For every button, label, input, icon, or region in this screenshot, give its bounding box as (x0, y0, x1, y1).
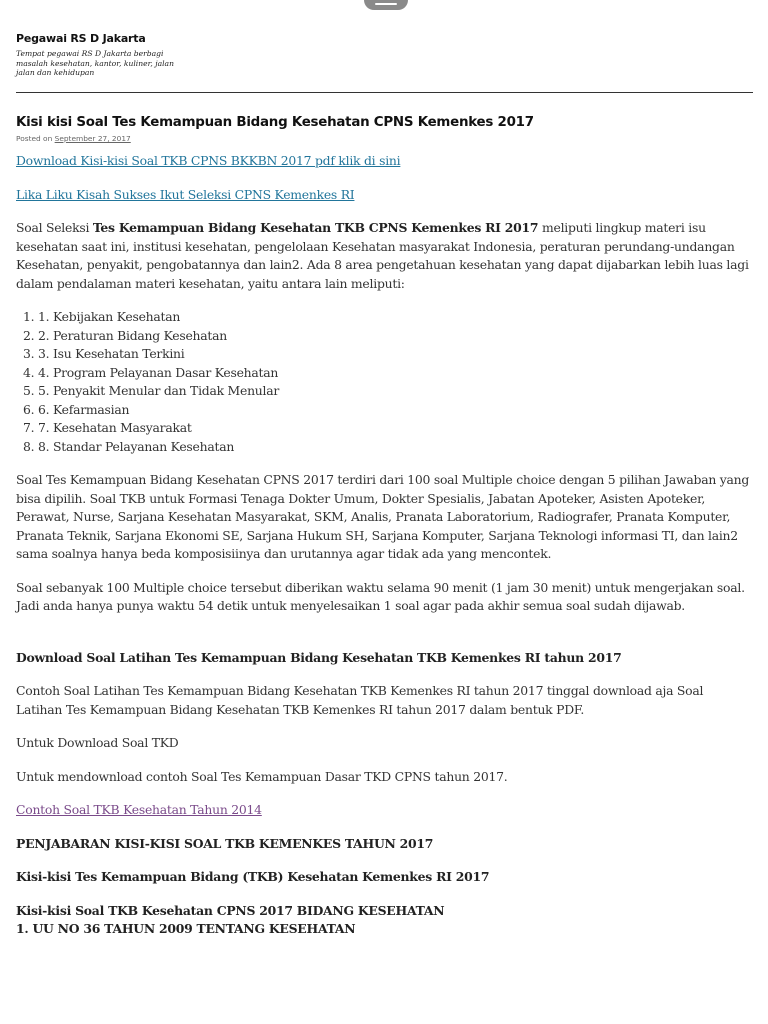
spacer (16, 631, 753, 649)
site-title[interactable]: Pegawai RS D Jakarta (16, 32, 146, 45)
list-item: 8. 8. Standar Pelayanan Kesehatan (38, 438, 753, 457)
kisi-kisi-heading: Kisi-kisi Tes Kemampuan Bidang (TKB) Kesehatan Kemenkes RI 2017 (16, 869, 490, 884)
site-header (16, 32, 753, 78)
header-divider (16, 92, 753, 93)
post-date-link[interactable]: September 27, 2017 (54, 134, 131, 143)
intro-bold: Tes Kemampuan Bidang Kesehatan TKB CPNS Kemenkes RI 2017 (92, 220, 539, 235)
exam-duration-paragraph: Soal sebanyak 100 Multiple choice tersebut diberikan waktu selama 90 menit (1 jam 30 menit) untuk mengerjakan soal. Jadi anda hanya punya waktu 54 detik untuk menyelesaikan 1 soal agar pada akhir semua soal sudah dijawab. (16, 579, 745, 613)
kisah-sukses-link[interactable]: Lika Liku Kisah Sukses Ikut Seleksi CPNS Kemenkes RI (16, 186, 355, 202)
download-kisi-kisi-link[interactable]: Download Kisi-kisi Soal TKB CPNS BKKBN 2017 pdf klik di sini (16, 153, 401, 168)
list-item: 1. 1. Kebijakan Kesehatan (38, 308, 753, 327)
tkd-example-paragraph: Untuk mendownload contoh Soal Tes Kemampuan Dasar TKD CPNS tahun 2017. (16, 768, 508, 784)
intro-prefix: Soal Seleksi (16, 220, 93, 235)
post-title: Kisi kisi Soal Tes Kemampuan Bidang Kesehatan CPNS Kemenkes 2017 (16, 115, 534, 130)
list-item: 7. 7. Kesehatan Masyarakat (38, 419, 753, 438)
post-content (16, 152, 753, 939)
download-description-paragraph: Contoh Soal Latihan Tes Kemampuan Bidang Kesehatan TKB Kemenkes RI tahun 2017 tinggal download aja Soal Latihan Tes Kemampuan Bidang Kesehatan TKB Kemenkes RI tahun 2017 dalam bentuk PDF. (16, 683, 704, 717)
tkd-download-paragraph: Untuk Download Soal TKD (16, 735, 179, 750)
site-description: Tempat pegawai RS D Jakarta berbagi masalah kesehatan, kantor, kuliner, jalan jalan dan kehidupan (16, 49, 174, 78)
pull-down-tab[interactable] (364, 0, 408, 10)
kisi-kisi-bidang-heading: Kisi-kisi Soal TKB Kesehatan CPNS 2017 BIDANG KESEHATAN (16, 902, 445, 918)
list-item: 6. 6. Kefarmasian (38, 401, 753, 420)
post-meta (16, 134, 753, 144)
intro-rest: meliputi lingkup materi isu kesehatan saat ini, institusi kesehatan, pengelolaan Kesehatan masyarakat Indonesia, peraturan perundang-undangan Kesehatan, penyakit, pengobatannya dan lain2. Ada 8 area pengetahuan kesehatan yang dapat dijabarkan lebih luas lagi dalam pendalaman materi kesehatan, yaitu antara lain meliputi: (16, 220, 749, 291)
posted-on-label: Posted on (16, 134, 53, 143)
download-heading: Download Soal Latihan Tes Kemampuan Bidang Kesehatan TKB Kemenkes RI tahun 2017 (16, 649, 622, 665)
list-item: 4. 4. Program Pelayanan Dasar Kesehatan (38, 364, 753, 383)
penjabaran-heading: PENJABARAN KISI-KISI SOAL TKB KEMENKES TAHUN 2017 (16, 835, 434, 851)
list-item: 3. 3. Isu Kesehatan Terkini (38, 345, 753, 364)
uu-heading: 1. UU NO 36 TAHUN 2009 TENTANG KESEHATAN (16, 921, 356, 936)
contoh-soal-2014-link[interactable]: Contoh Soal TKB Kesehatan Tahun 2014 (16, 802, 262, 817)
post-article (16, 115, 753, 954)
intro-paragraph (16, 219, 753, 293)
exam-structure-paragraph: Soal Tes Kemampuan Bidang Kesehatan CPNS 2017 terdiri dari 100 soal Multiple choice dengan 5 pilihan Jawaban yang bisa dipilih. Soal TKB untuk Formasi Tenaga Dokter Umum, Dokter Spesialis, Jabatan Apoteker, Asisten Apoteker, Perawat, Nurse, Sarjana Kesehatan Masyarakat, SKM, Analis, Pranata Laboratorium, Radiografer, Pranata Komputer, Pranata Teknik, Sarjana Ekonomi SE, Sarjana Hukum SH, Sarjana Komputer, Sarjana Teknologi informasi TI, dan lain2 sama soalnya hanya beda komposisiinya dan urutannya agar tidak ada yang mencontek. (16, 472, 750, 561)
list-item: 2. 2. Peraturan Bidang Kesehatan (38, 327, 753, 346)
area-list (16, 308, 753, 456)
list-item: 5. 5. Penyakit Menular dan Tidak Menular (38, 382, 753, 401)
